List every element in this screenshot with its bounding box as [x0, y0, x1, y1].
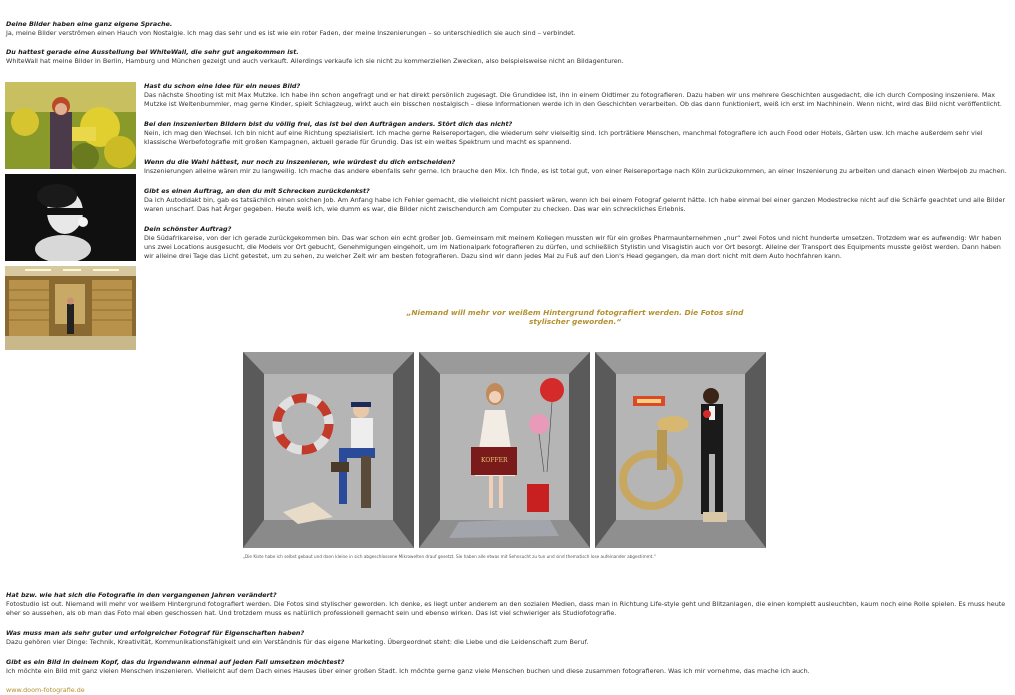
triptych-panel-tuba — [595, 352, 766, 548]
qa-answer-new-idea: Das nächste Shooting ist mit Max Mutzke. Ich habe ihn schon angefragt und er hat direkt persönlich zugesagt. Die Grundidee ist, ihn in einem Oldtimer zu fotografieren. Dazu haben wir uns mehrere Geschichten ausgedacht, die ich durch Composing inszeniere. Max Mutzke ist Weltenbummler, mag gerne Kinder, spielt Schlagzeug, wirkt auch ein bisschen nostalgisch – diese Informationen werde ich in den Geschichten verarbeiten. Ob das dann funktioniert, weiß ich erst im Nachhinein. Wenn nicht, wird das Bild nicht veröffentlicht. — [144, 91, 1002, 108]
qa-answer-best-job: Die Südafrikareise, von der ich gerade zurückgekommen bin. Das war schon ein echt großer Job. Gemeinsam mit meinem Kollegen mussten wir für ein großes Pharmaunternehmen „nur“ zwei Fotos und nicht hunderte umsetzen. Trotzdem war es aufwendig: Wir haben uns zwei Locations ausgesucht, die Models vor Ort gebucht, Genehmigungen eingeholt, um im Nationalpark fotografieren zu dürfen, und schließlich Stylistin und Visagistin auch vor Ort besorgt. Alleine der Transport des Equipments musste gelöst werden. Dann haben wir alleine drei Tage das Licht getestet, um zu sehen, zu welcher Zeit wir am besten fotografieren. Dazu sind wir dann jedes Mal zu Fuß auf den Lion's Head gegangen, da man dort nicht mit dem Auto hochfahren kann. — [144, 234, 1002, 260]
pull-quote: „Niemand will mehr vor weißem Hintergrund fotografiert werden. Die Fotos sind stylischer geworden.“ — [406, 308, 744, 326]
qa-question-best-job: Dein schönster Auftrag? — [144, 225, 232, 233]
intro-answer-1: Ja, meine Bilder verströmen einen Hauch von Nostalgie. Ich mag das sehr und es ist wie ein roter Faden, der meine Inszenierungen – so unterschiedlich sie auch sind – verbindet. — [6, 29, 576, 37]
intro-question-2: Du hattest gerade eine Ausstellung bei WhiteWall, die sehr gut angekommen ist. — [6, 48, 299, 56]
footer-website-link[interactable]: www.doom-fotografie.de — [6, 686, 85, 694]
qa-answer-dream-image: Ich möchte ein Bild mit ganz vielen Menschen inszenieren. Vielleicht auf dem Dach eines Hauses über einer großen Stadt. Ich möchte gerne ganz viele Menschen buchen und diese zusammen fotografieren. Was ich mir vornehme, das mache ich auch. — [6, 667, 810, 675]
qa-answer-scary-job: Da ich Autodidakt bin, gab es tatsächlich einen solchen Job. Am Anfang habe ich Fehler gemacht, die vielleicht nicht passiert wären, wenn ich bei einem Fotograf gelernt hätte. Ich habe einmal bei einer ganzen Modestrecke nicht auf die Schärfe geachtet und alle Bilder waren unscharf. Das hat Ärger gegeben. Heute weiß ich, wie dumm es war, die Bilder nicht zwischendurch am Computer zu checken. Das war ein schreckliches Erlebnis. — [144, 196, 1006, 213]
qa-question-change: Hat bzw. wie hat sich die Fotografie in den vergangenen Jahren verändert? — [6, 591, 277, 599]
qa-question-freedom: Bei den inszenierten Bildern bist du völlig frei, das ist bei den Aufträgen anders. Stört dich das nicht? — [144, 120, 513, 128]
photo-archive-corridor — [5, 266, 136, 350]
outro-section — [6, 591, 1008, 676]
intro-answer-2: WhiteWall hat meine Bilder in Berlin, Hamburg und München gezeigt und auch verkauft. Allerdings verkaufe ich sie nicht zu kommerziellen Zwecken, also beispielsweise nicht an Bildagenturen. — [6, 57, 624, 65]
side-qa-section — [144, 82, 1008, 261]
triptych-panel-boy — [243, 352, 414, 548]
qa-question-new-idea: Hast du schon eine Idee für ein neues Bild? — [144, 82, 301, 90]
photo-dark-portrait — [5, 174, 136, 261]
qa-question-qualities: Was muss man als sehr guter und erfolgreicher Fotograf für Eigenschaften haben? — [6, 629, 305, 637]
triptych-panel-girl — [419, 352, 590, 548]
qa-question-scary-job: Gibt es einen Auftrag, an den du mit Schrecken zurückdenkst? — [144, 187, 370, 195]
triptych-caption: „Die Kiste habe ich selbst gebaut und dann kleine in sich abgeschlossene Mikrowelten drauf gesetzt. Sie haben alle etwas mit Sehnsucht zu tun und sind thematisch lose aufeinander abgestimmt.“ — [243, 554, 656, 559]
qa-question-choice: Wenn du die Wahl hättest, nur noch zu inszenieren, wie würdest du dich entscheiden? — [144, 158, 456, 166]
qa-question-dream-image: Gibt es ein Bild in deinem Kopf, das du irgendwann einmal auf jeden Fall umsetzen möchtest? — [6, 658, 345, 666]
photo-woman-flowers — [5, 82, 136, 169]
intro-question-1: Deine Bilder haben eine ganz eigene Sprache. — [6, 20, 173, 28]
intro-section — [6, 20, 1006, 66]
qa-answer-choice: Inszenierungen alleine wären mir zu langweilig. Ich mache das andere ebenfalls sehr gerne. Ich brauche den Mix. Ich finde, es ist total gut, von einer Reisereportage nach Köln zurückzukommen, an einer Inszenierung zu arbeiten und danach einen Werbejob zu machen. — [144, 167, 1007, 175]
suitcase-label-text: KOFFER — [481, 457, 508, 464]
qa-answer-freedom: Nein, ich mag den Wechsel. Ich bin nicht auf eine Richtung spezialisiert. Ich mache gerne Reisereportagen, die wiederum sehr vielseitig sind. Ich porträtiere Menschen, manchmal fotografiere ich auch Food oder Hotels, Gärten usw. Ich mache außerdem sehr viel klassische Werbefotografie mit großen Kampagnen, aktuell gerade für Grundig. Das ist ein weites Spektrum und macht es spannend. — [144, 129, 983, 146]
qa-answer-qualities: Dazu gehören vier Dinge: Technik, Kreativität, Kommunikationsfähigkeit und ein Verständnis für das eigene Marketing. Übergeordnet steht: die Liebe und die Leidenschaft zum Beruf. — [6, 638, 589, 646]
qa-answer-change: Fotostudio ist out. Niemand will mehr vor weißem Hintergrund fotografiert werden. Die Fotos sind stylischer geworden. Ich denke, es liegt unter anderem an den sozialen Medien, dass man in Richtung Life-style geht und Blitzanlagen, die einen komplett ausleuchten, kaum noch eine Rolle spielen. Es muss heute eher so aussehen, als ob man das Foto mal eben geschossen hat. Und trotzdem muss es natürlich professionell gemacht sein und ebenso wirken. Das ist viel schwieriger als Studiofotografie. — [6, 600, 1006, 617]
